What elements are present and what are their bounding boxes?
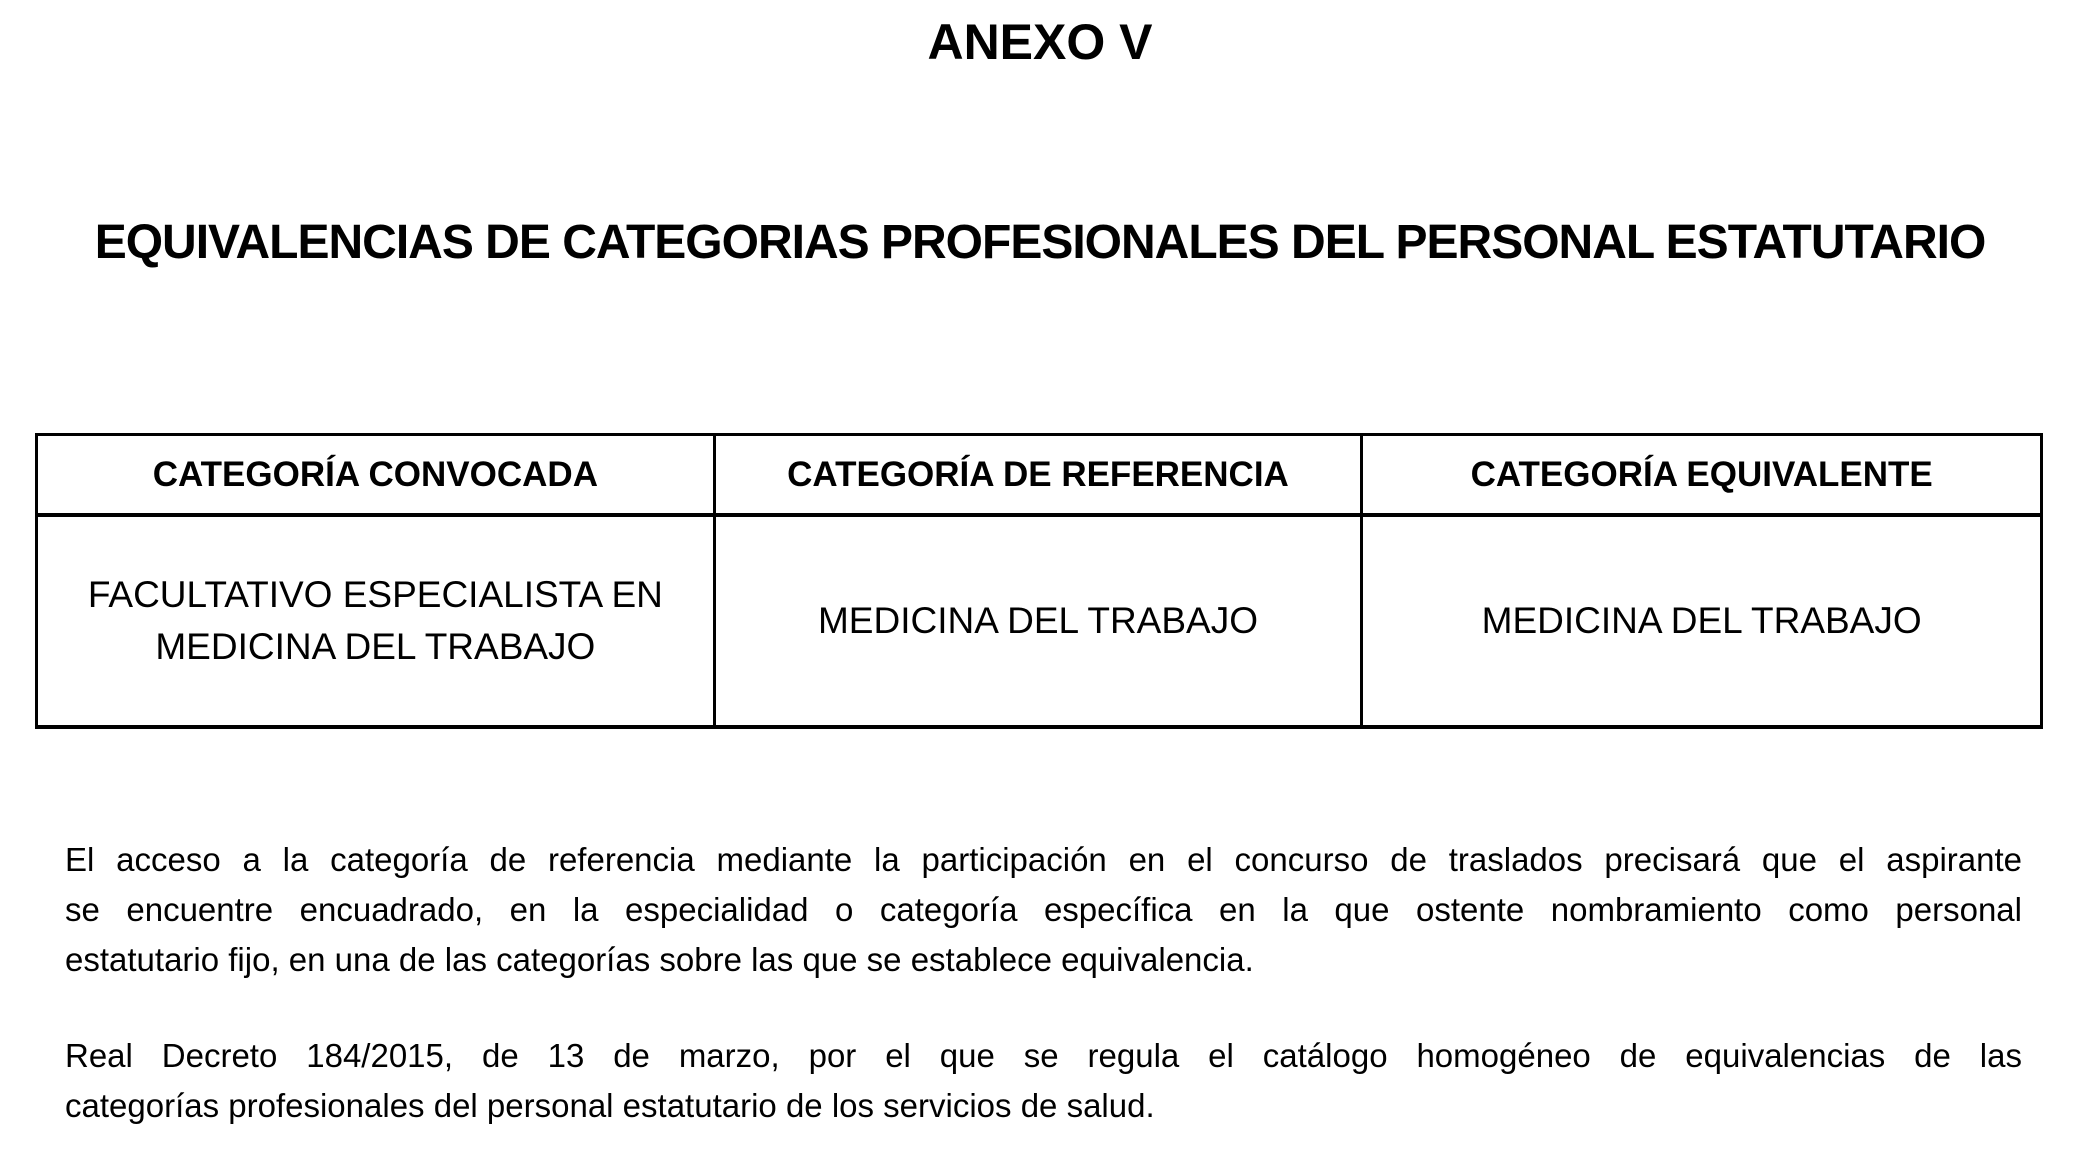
table-row xyxy=(37,515,2042,727)
paragraph-line: Real Decreto 184/2015, de 13 de marzo, por el que se regula el catálogo homogéneo de equivalencias de las xyxy=(65,1037,2022,1074)
cell-categoria-convocada: FACULTATIVO ESPECIALISTA EN MEDICINA DEL TRABAJO xyxy=(87,574,663,667)
column-header-categoria-de-referencia: CATEGORÍA DE REFERENCIA xyxy=(714,435,1362,516)
equivalence-table xyxy=(35,433,2043,729)
document-subtitle: EQUIVALENCIAS DE CATEGORIAS PROFESIONALES DEL PERSONAL ESTATUTARIO xyxy=(94,216,1986,269)
cell-categoria-de-referencia: MEDICINA DEL TRABAJO xyxy=(714,515,1362,727)
column-header-categoria-equivalente: CATEGORÍA EQUIVALENTE xyxy=(1362,435,2042,516)
table-header-row xyxy=(37,435,2042,516)
paragraph-line: El acceso a la categoría de referencia mediante la participación en el concurso de traslados precisará que el aspirante xyxy=(65,841,2022,878)
paragraph-real-decreto xyxy=(65,1031,2022,1131)
cell-categoria-equivalente: MEDICINA DEL TRABAJO xyxy=(1362,515,2042,727)
paragraph-line: categorías profesionales del personal estatutario de los servicios de salud. xyxy=(65,1087,1155,1124)
column-header-categoria-convocada: CATEGORÍA CONVOCADA xyxy=(37,435,715,516)
paragraph-line: estatutario fijo, en una de las categorías sobre las que se establece equivalencia. xyxy=(65,941,1254,978)
body-text xyxy=(65,835,2022,1131)
paragraph-line: se encuentre encuadrado, en la especialidad o categoría específica en la que ostente nombramiento como personal xyxy=(65,891,2022,928)
paragraph-access-note xyxy=(65,835,2022,985)
page-title: ANEXO V xyxy=(927,14,1153,70)
